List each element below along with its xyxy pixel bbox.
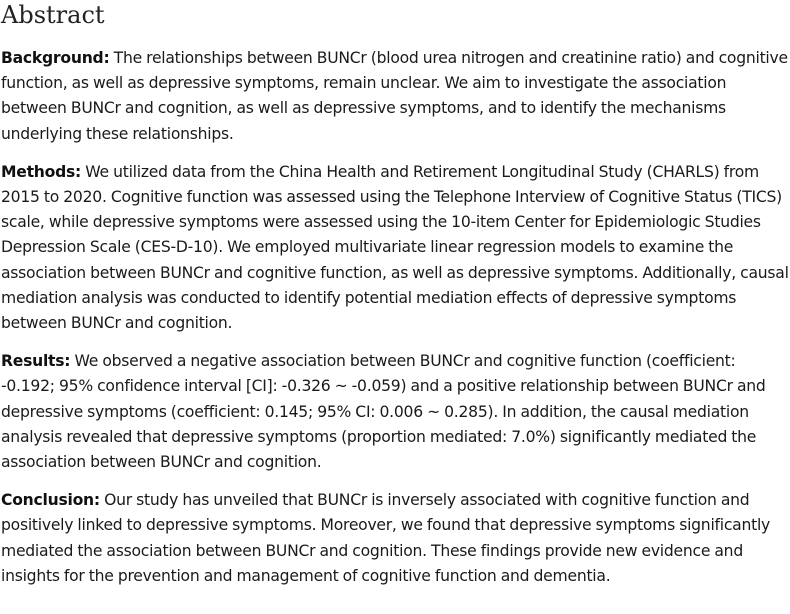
abstract-section-results [1, 349, 789, 475]
abstract-section-methods [1, 160, 789, 336]
section-text-results: We observed a negative association between BUNCr and cognitive function (coefficient: -0.192; 95% confidence interval [CI]: -0.326 ~ -0.059) and a positive relationship between BUNCr and depressive symptoms (coefficient: 0.145; 95% CI: 0.006 ~ 0.285). In addition, the causal mediation analysis revealed that depressive symptoms (proportion mediated: 7.0%) significantly mediated the association between BUNCr and cognition. [1, 352, 766, 472]
section-label-conclusion: Conclusion: [1, 491, 100, 510]
section-text-background: The relationships between BUNCr (blood urea nitrogen and creatinine ratio) and cognitive function, as well as depressive symptoms, remain unclear. We aim to investigate the association between BUNCr and cognition, as well as depressive symptoms, and to identify the mechanisms underlying these relationships. [1, 49, 788, 143]
section-text-methods: We utilized data from the China Health and Retirement Longitudinal Study (CHARLS) from 2015 to 2020. Cognitive function was assessed using the Telephone Interview of Cognitive Status (TICS) scale, while depressive symptoms were assessed using the 10-item Center for Epidemiologic Studies Depression Scale (CES-D-10). We employed multivariate linear regression models to examine the association between BUNCr and cognitive function, as well as depressive symptoms. Additionally, causal mediation analysis was conducted to identify potential mediation effects of depressive symptoms between BUNCr and cognition. [1, 162, 789, 333]
abstract [1, 0, 789, 602]
section-label-background: Background: [1, 49, 110, 67]
section-label-methods: Methods: [1, 162, 82, 181]
abstract-section-conclusion [1, 488, 789, 589]
abstract-section-background [1, 46, 789, 147]
section-text-conclusion: Our study has unveiled that BUNCr is inversely associated with cognitive function and positively linked to depressive symptoms. Moreover, we found that depressive symptoms significantly mediated the association between BUNCr and cognition. These findings provide new evidence and insights for the prevention and management of cognitive function and dementia. [1, 491, 771, 585]
abstract-heading: Abstract [1, 1, 105, 29]
section-label-results: Results: [1, 352, 71, 371]
